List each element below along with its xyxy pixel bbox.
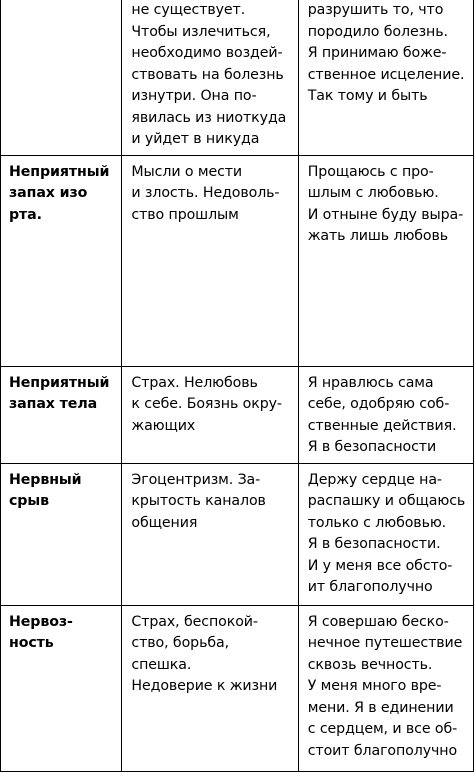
affirmation-cell: Я нравлюсь сама себе, одобряю соб- ственные действия. Я в безопасности [298,366,473,463]
table-row [1,155,474,366]
table-row [1,366,474,463]
cause-cell: Страх, беспокой- ство, борьба, спешка. Недоверие к жизни [122,605,298,771]
table-row [1,463,474,605]
affirmation-cell: Я совершаю беско- нечное путешествие сквозь вечность. У меня много вре- мени. Я в единении с сердцем, и все об- стоит благополучно [298,605,473,771]
cause-cell: Страх. Нелюбовь к себе. Боязнь окру- жающих [122,366,298,463]
cause-cell: не существует. Чтобы излечиться, необходимо воздей- ствовать на болезнь изнутри. Она по- явилась из ниоткуда и уйдет в никуда [122,0,298,155]
problem-cell: Нервоз- ность [1,605,122,771]
cause-cell: Мысли о мести и злость. Недоволь- ство прошлым [122,155,298,366]
affirmation-cell: Прощаюсь с про- шлым с любовью. И отныне буду выра- жать лишь любовь [298,155,473,366]
table-row [1,605,474,771]
affirmation-cell: разрушить то, что породило болезнь. Я принимаю боже- ственное исцеление. Так тому и быть [298,0,473,155]
problem-cell: Неприятный запах тела [1,366,122,463]
problem-cell: Нервный срыв [1,463,122,605]
problem-cell: Неприятный запах изо рта. [1,155,122,366]
cause-cell: Эгоцентризм. За- крытость каналов общения [122,463,298,605]
problem-cell [1,0,122,155]
affirmation-cell: Держу сердце на- распашку и общаюсь только с любовью. Я в безопасности. И у меня все обсто- ит благополучно [298,463,473,605]
table-row [1,0,474,155]
